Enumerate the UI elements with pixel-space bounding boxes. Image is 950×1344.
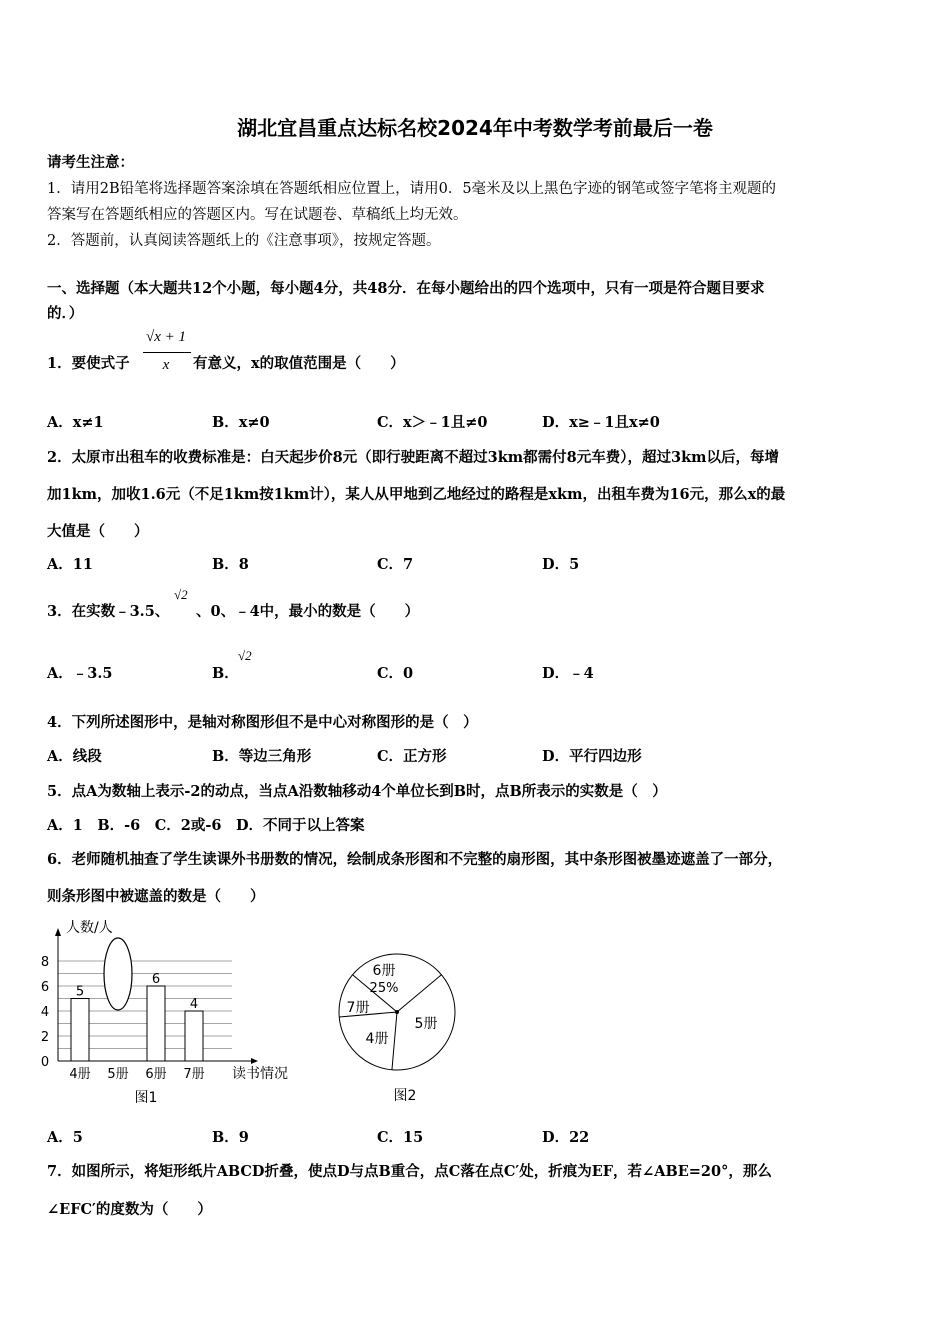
bar-chart-figure bbox=[36, 912, 306, 1112]
bar-y-tick-label: 4 bbox=[40, 1005, 50, 1020]
bar-1 bbox=[71, 999, 89, 1062]
q6-option-b[interactable]: B．9 bbox=[212, 1129, 249, 1146]
q3-prefix: 3．在实数﹣3.5、 bbox=[47, 603, 170, 620]
q4-option-b[interactable]: B．等边三角形 bbox=[212, 748, 312, 765]
bar-y-tick-label: 8 bbox=[40, 955, 50, 970]
section-heading-line-1: 一、选择题（本大题共12个小题，每小题4分，共48分．在每小题给出的四个选项中，只有一项是符合题目要求 bbox=[47, 280, 765, 297]
pie-chart-figure bbox=[330, 950, 470, 1110]
q4-option-c[interactable]: C．正方形 bbox=[377, 748, 447, 765]
q2-line-3: 大值是（ ） bbox=[47, 523, 149, 540]
q3-suffix: 、0、﹣4中，最小的数是（ ） bbox=[196, 603, 420, 620]
q6-line-1: 6．老师随机抽查了学生读课外书册数的情况，绘制成条形图和不完整的扇形图，其中条形图被墨迹遮盖了一部分， bbox=[47, 851, 783, 868]
q1-option-d[interactable]: D．x≥﹣1且x≠0 bbox=[542, 414, 660, 431]
q7-line-1: 7．如图所示，将矩形纸片ABCD折叠，使点D与点B重合，点C落在点C′处，折痕为EF，若∠ABE=20°，那么 bbox=[47, 1163, 772, 1180]
bar-y-axis-arrow bbox=[55, 928, 61, 936]
notice-item-2: 2．答题前，认真阅读答题纸上的《注意事项》，按规定答题。 bbox=[47, 233, 441, 249]
bar-value-label: 6 bbox=[151, 972, 161, 987]
q3-option-c[interactable]: C．0 bbox=[377, 665, 414, 682]
bar-category-label: 5册 bbox=[107, 1067, 129, 1082]
q3-option-b[interactable]: B． bbox=[212, 665, 239, 682]
q2-option-b[interactable]: B．8 bbox=[212, 556, 249, 573]
q2-option-a[interactable]: A．11 bbox=[47, 556, 93, 573]
section-heading-line-2: 的．） bbox=[47, 305, 84, 322]
pie-chart-caption: 图2 bbox=[393, 1088, 417, 1104]
q3-option-a[interactable]: A．﹣3.5 bbox=[47, 665, 113, 682]
q4-text: 4．下列所述图形中，是轴对称图形但不是中心对称图形的是（ ） bbox=[47, 714, 478, 731]
bar-y-tick-label: 6 bbox=[40, 980, 50, 995]
q2-line-2: 加1km，加收1.6元（不足1km按1km计），某人从甲地到乙地经过的路程是xkm，出租车费为16元，那么x的最 bbox=[47, 486, 786, 503]
bar-y-tick-label: 2 bbox=[40, 1030, 50, 1045]
pie-slice-percent: 25% bbox=[369, 981, 399, 996]
bar-category-label: 7册 bbox=[183, 1067, 205, 1082]
q5-options[interactable]: A．1 B．-6 C．2或-6 D．不同于以上答案 bbox=[47, 817, 365, 834]
q3-option-b-sqrt: √2 bbox=[238, 648, 252, 663]
q3-option-d[interactable]: D．﹣4 bbox=[542, 665, 594, 682]
bar-4 bbox=[185, 1011, 203, 1061]
pie-slice-label: 6册 bbox=[372, 963, 396, 979]
page-title: 湖北宜昌重点达标名校2024年中考数学考前最后一卷 bbox=[237, 116, 713, 140]
q2-line-1: 2．太原市出租车的收费标准是：白天起步价8元（即行驶距离不超过3km都需付8元车费），超过3km以后，每增 bbox=[47, 449, 779, 466]
q7-line-2: ∠EFC′的度数为（ ） bbox=[47, 1201, 212, 1218]
bar-y-axis-label: 人数/人 bbox=[66, 920, 113, 936]
q3-sqrt: √2 bbox=[174, 587, 188, 602]
bar-value-label: 4 bbox=[189, 997, 199, 1012]
pie-slice-label: 7册 bbox=[346, 1000, 370, 1016]
bar-y-tick-label: 0 bbox=[40, 1055, 50, 1070]
pie-center-dot bbox=[395, 1010, 399, 1014]
bar-chart-caption: 图1 bbox=[134, 1090, 158, 1106]
bar-3 bbox=[147, 986, 165, 1061]
q1-option-c[interactable]: C．x＞﹣1且≠0 bbox=[377, 414, 488, 431]
pie-slice-label: 4册 bbox=[365, 1031, 389, 1047]
q6-option-d[interactable]: D．22 bbox=[542, 1129, 590, 1146]
bar-value-label: 5 bbox=[75, 984, 85, 1000]
q6-option-a[interactable]: A．5 bbox=[47, 1129, 83, 1146]
bar-category-label: 4册 bbox=[69, 1067, 91, 1082]
notice-item-1-line-2: 答案写在答题纸相应的答题区内。写在试题卷、草稿纸上均无效。 bbox=[47, 207, 468, 223]
q4-option-d[interactable]: D．平行四边形 bbox=[542, 748, 642, 765]
pie-slice-label: 5册 bbox=[414, 1016, 438, 1032]
bar-category-label: 6册 bbox=[145, 1067, 167, 1082]
q6-line-2: 则条形图中被遮盖的数是（ ） bbox=[47, 888, 265, 905]
notice-heading: 请考生注意： bbox=[47, 154, 134, 171]
q2-option-c[interactable]: C．7 bbox=[377, 556, 414, 573]
q4-option-a[interactable]: A．线段 bbox=[47, 748, 102, 765]
ink-blot-oval bbox=[104, 938, 132, 1010]
q1-option-b[interactable]: B．x≠0 bbox=[212, 414, 270, 431]
bar-x-axis-label: 读书情况 bbox=[232, 1066, 288, 1082]
q1-fraction-denominator: x bbox=[162, 357, 170, 373]
bar-x-axis-arrow bbox=[251, 1058, 258, 1064]
q1-suffix: 有意义，x的取值范围是（ ） bbox=[193, 355, 405, 372]
notice-item-1-line-1: 1．请用2B铅笔将选择题答案涂填在答题纸相应位置上，请用0．5毫米及以上黑色字迹的钢笔或签字笔将主观题的 bbox=[47, 181, 777, 197]
q1-fraction-numerator: √x + 1 bbox=[145, 329, 186, 345]
q1-fraction-bar bbox=[143, 352, 191, 353]
q5-text: 5．点A为数轴上表示-2的动点，当点A沿数轴移动4个单位长到B时，点B所表示的实数是（ ） bbox=[47, 783, 667, 800]
q1-prefix: 1．要使式子 bbox=[47, 355, 130, 372]
q2-option-d[interactable]: D．5 bbox=[542, 556, 580, 573]
q1-option-a[interactable]: A．x≠1 bbox=[47, 414, 104, 431]
q6-option-c[interactable]: C．15 bbox=[377, 1129, 424, 1146]
